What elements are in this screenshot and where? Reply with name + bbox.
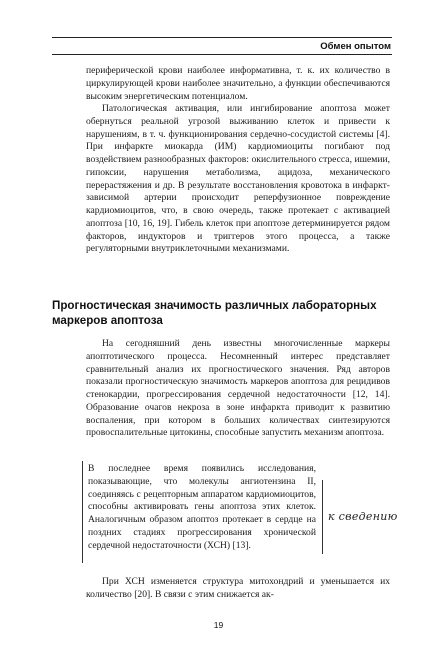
paragraph-continued: периферической крови наиболее информативна, т. к. их количество в циркулирующей крови наиболее значительно, а функции обеспечиваются высоким энергетическим потенциалом.: [86, 65, 390, 102]
page-number: 19: [213, 620, 224, 630]
margin-note-rule: [322, 480, 323, 554]
header-rule-thick: [52, 54, 392, 55]
paragraph-mitochondria: При ХСН изменяется структура митохондрий и уменьшается их количество [20]. В связи с этим снижается ак-: [86, 576, 390, 600]
section-heading: Прогностическая значимость различных лабораторных маркеров апоптоза: [52, 299, 377, 327]
boxed-note-rule: [82, 461, 83, 563]
paragraph-apoptosis-activation: Патологическая активация, или ингибирование апоптоза может обернуться реальной угрозой выживанию клеток и привести к нарушениям, в т. ч. функционирования сердечно-сосудистой системы [4]. При инфаркте миокарда (ИМ) кардиомиоциты погибают под воздействием разнообразных факторов: окислительного стресса, ишемии, гипоксии, нарушения метаболизма, ацидоза, механического перерастяжения и др. В результате восстановления кровотока в инфаркт-зависимой артерии происходит реперфузионное повреждение кардиомиоцитов, что, в свою очередь, также протекает с активацией апоптоза [10, 16, 19]. Гибель клеток при апоптозе детерминируется рядом факторов, индукторов и триггеров этого процесса, а также регуляторными внутриклеточными механизмами.: [86, 103, 390, 255]
paragraph-markers: На сегодняшний день известны многочисленные маркеры апоптотического процесса. Несомненный интерес представляет сравнительный анализ их прогностического значения. Ряд авторов показали прогностическую значимость маркеров апоптоза для рецидивов стенокардии, прогрессирования сердечной недостаточности [12, 14]. Образование очагов некроза в зоне инфаркта приводит к развитию воспаления, при котором в больших количествах синтезируются провоспалительные цитокины, способные запустить механизм апоптоза.: [86, 338, 390, 439]
margin-note-label: к сведению: [328, 510, 398, 523]
boxed-note-text: В последнее время появились исследования, показывающие, что молекулы ангиотензина II, соединяясь с рецепторным аппаратом кардиомиоцитов, способны активировать гены апоптоза этих клеток. Аналогичным образом апоптоз протекает в сердце на поздних стадиях прогрессирования хронической сердечной недостаточности (ХСН) [13].: [88, 463, 316, 551]
running-head: Обмен опытом: [320, 41, 391, 52]
header-rule-thin: [52, 37, 392, 38]
